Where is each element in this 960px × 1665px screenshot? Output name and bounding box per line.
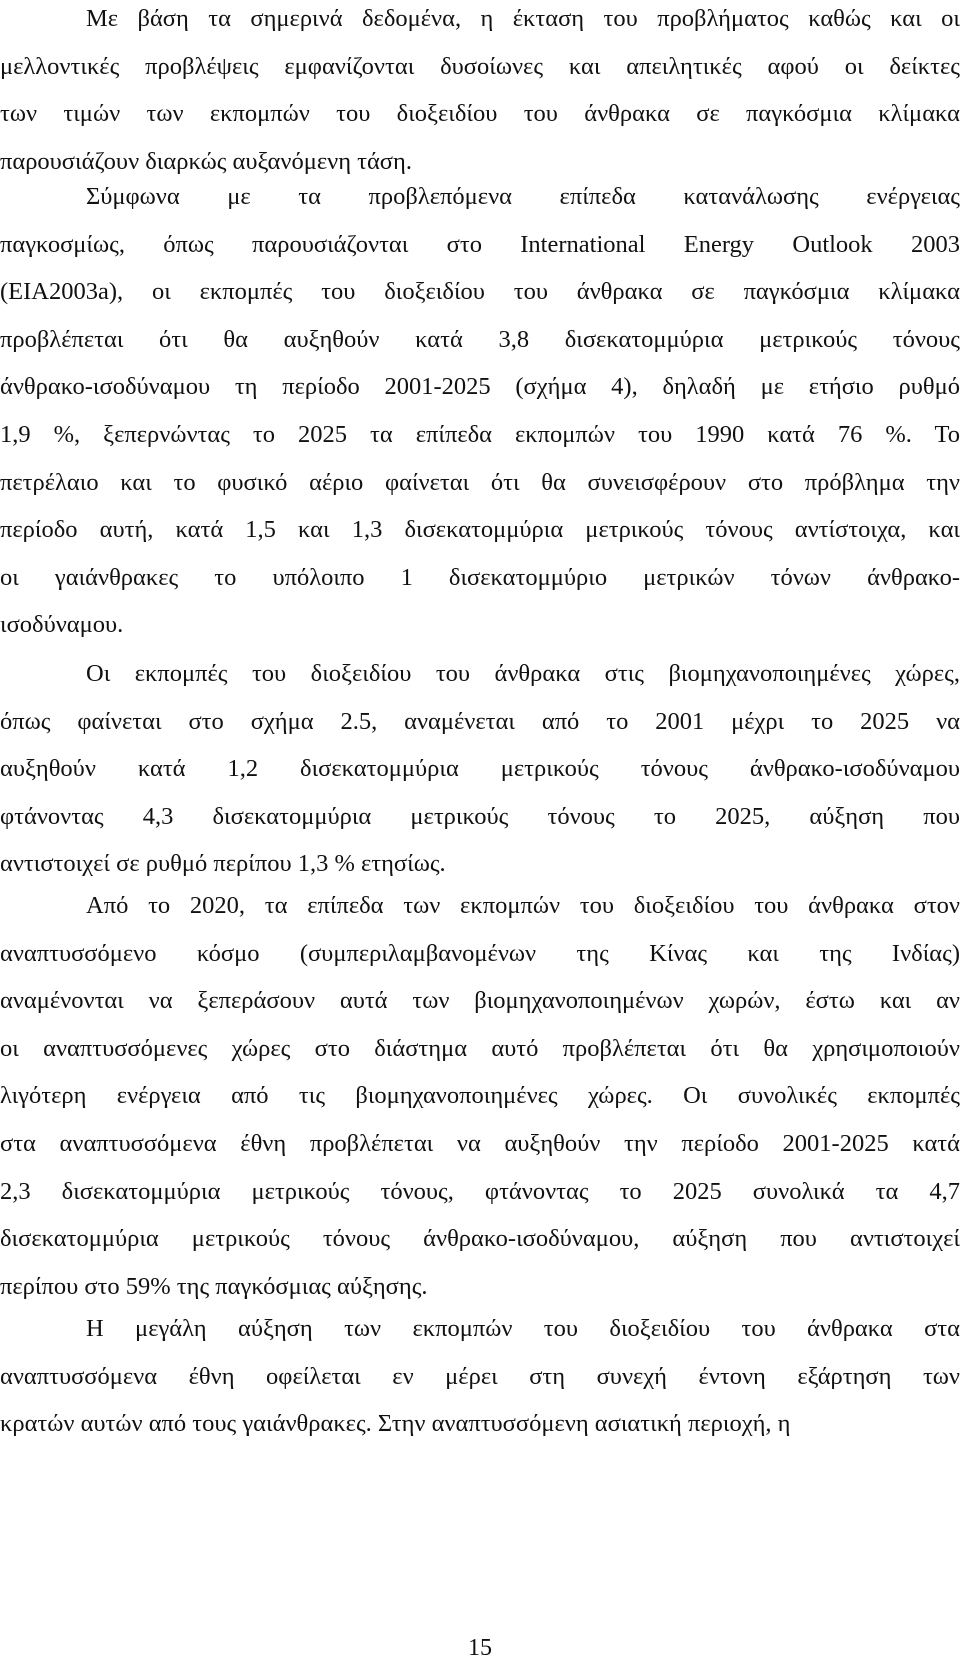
- paragraph-line: Οι εκπομπές του διοξειδίου του άνθρακα στις βιομηχανοποιημένες χώρες,: [86, 660, 960, 687]
- paragraph-line: οι αναπτυσσόμενες χώρες στο διάστημα αυτό προβλέπεται ότι θα χρησιμοποιούν: [0, 1034, 960, 1062]
- paragraph-line: μελλοντικές προβλέψεις εμφανίζονται δυσοίωνες και απειλητικές αφού οι δείκτες: [0, 52, 960, 80]
- paragraph-line: περίοδο αυτή, κατά 1,5 και 1,3 δισεκατομμύρια μετρικούς τόνους αντίστοιχα, και: [0, 516, 960, 544]
- paragraph-line: ισοδύναμου.: [0, 611, 124, 639]
- paragraph-line: παρουσιάζουν διαρκώς αυξανόμενη τάση.: [0, 147, 412, 175]
- paragraph-line: 2,3 δισεκατομμύρια μετρικούς τόνους, φτάνοντας το 2025 συνολικά τα 4,7: [0, 1177, 960, 1205]
- paragraph-line: Σύμφωνα με τα προβλεπόμενα επίπεδα κατανάλωσης ενέργειας: [86, 183, 960, 210]
- paragraph-line: Με βάση τα σημερινά δεδομένα, η έκταση του προβλήματος καθώς και οι: [86, 5, 960, 32]
- paragraph-line: πετρέλαιο και το φυσικό αέριο φαίνεται ότι θα συνεισφέρουν στο πρόβλημα την: [0, 468, 960, 496]
- paragraph-line: δισεκατομμύρια μετρικούς τόνους άνθρακο-ισοδύναμου, αύξηση που αντιστοιχεί: [0, 1225, 960, 1253]
- paragraph-line: όπως φαίνεται στο σχήμα 2.5, αναμένεται από το 2001 μέχρι το 2025 να: [0, 707, 960, 735]
- paragraph-line: άνθρακο-ισοδύναμου τη περίοδο 2001-2025 (σχήμα 4), δηλαδή με ετήσιο ρυθμό: [0, 373, 960, 401]
- paragraph-line: αναμένονται να ξεπεράσουν αυτά των βιομηχανοποιημένων χωρών, έστω και αν: [0, 987, 960, 1015]
- paragraph-line: αναπτυσσόμενο κόσμο (συμπεριλαμβανομένων της Κίνας και της Ινδίας): [0, 939, 960, 967]
- paragraph-line: (EIA2003a), οι εκπομπές του διοξειδίου του άνθρακα σε παγκόσμια κλίμακα: [0, 278, 960, 306]
- paragraph-line: Από το 2020, τα επίπεδα των εκπομπών του διοξειδίου του άνθρακα στον: [86, 892, 960, 919]
- paragraph-line: αντιστοιχεί σε ρυθμό περίπου 1,3 % ετησίως.: [0, 850, 446, 878]
- paragraph-line: περίπου στο 59% της παγκόσμιας αύξησης.: [0, 1272, 428, 1300]
- paragraph-line: αναπτυσσόμενα έθνη οφείλεται εν μέρει στη συνεχή έντονη εξάρτηση των: [0, 1362, 960, 1390]
- paragraph-line: των τιμών των εκπομπών του διοξειδίου του άνθρακα σε παγκόσμια κλίμακα: [0, 100, 960, 128]
- paragraph-line: στα αναπτυσσόμενα έθνη προβλέπεται να αυξηθούν την περίοδο 2001-2025 κατά: [0, 1130, 960, 1157]
- paragraph-line: 1,9 %, ξεπερνώντας το 2025 τα επίπεδα εκπομπών του 1990 κατά 76 %. Το: [0, 421, 960, 448]
- page-number: 15: [468, 1635, 492, 1661]
- paragraph-line: αυξηθούν κατά 1,2 δισεκατομμύρια μετρικούς τόνους άνθρακο-ισοδύναμου: [0, 755, 960, 783]
- paragraph-line: κρατών αυτών από τους γαιάνθρακες. Στην αναπτυσσόμενη ασιατική περιοχή, η: [0, 1410, 791, 1438]
- paragraph-line: φτάνοντας 4,3 δισεκατομμύρια μετρικούς τόνους το 2025, αύξηση που: [0, 802, 960, 830]
- paragraph-line: παγκοσμίως, όπως παρουσιάζονται στο International Energy Outlook 2003: [0, 230, 960, 258]
- paragraph-line: οι γαιάνθρακες το υπόλοιπο 1 δισεκατομμύριο μετρικών τόνων άνθρακο-: [0, 563, 960, 591]
- paragraph-line: λιγότερη ενέργεια από τις βιομηχανοποιημένες χώρες. Οι συνολικές εκπομπές: [0, 1082, 960, 1110]
- paragraph-line: προβλέπεται ότι θα αυξηθούν κατά 3,8 δισεκατομμύρια μετρικούς τόνους: [0, 325, 960, 353]
- paragraph-line: Η μεγάλη αύξηση των εκπομπών του διοξειδίου του άνθρακα στα: [86, 1315, 960, 1342]
